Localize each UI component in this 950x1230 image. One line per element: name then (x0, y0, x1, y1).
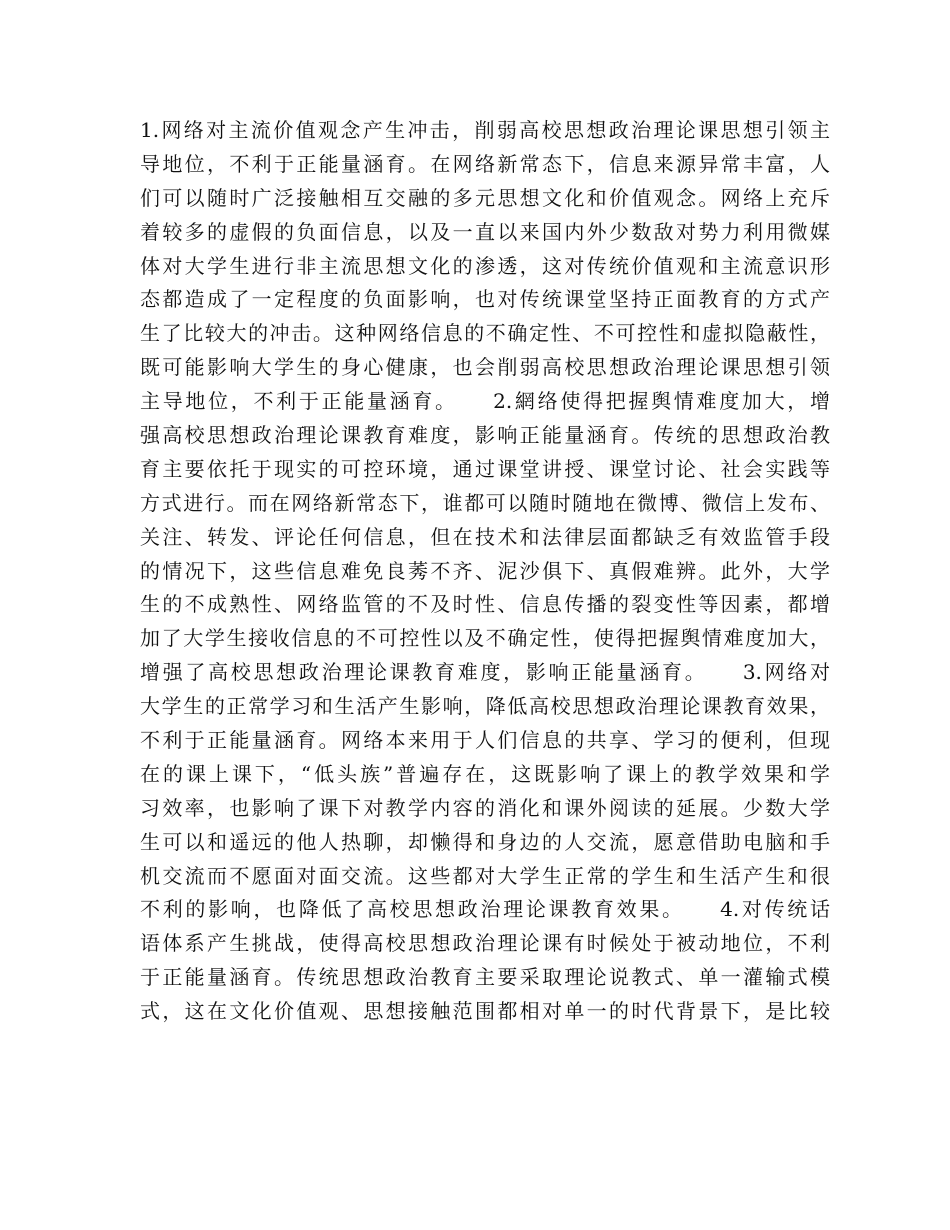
text-line-20: 在的课上课下，“低头族”普遍存在，这既影响了课上的教学效果和学 (140, 761, 830, 786)
text-line-4: 着较多的虚假的负面信息，以及一直以来国内外少数敌对势力利用微媒 (140, 219, 830, 244)
text-line-2: 导地位，不利于正能量涵育。在网络新常态下，信息来源异常丰富，人 (140, 151, 830, 176)
text-line-27: 式，这在文化价值观、思想接触范围都相对单一的时代背景下，是比较 (140, 999, 830, 1024)
text-line-10: 强高校思想政治理论课教育难度，影响正能量涵育。传统的思想政治教 (140, 423, 830, 448)
text-line-13: 关注、转发、评论任何信息，但在技术和法律层面都缺乏有效监管手段 (140, 524, 830, 549)
text-line-19: 不利于正能量涵育。网络本来用于人们信息的共享、学习的便利，但现 (140, 728, 830, 753)
text-line-25: 语体系产生挑战，使得高校思想政治理论课有时候处于被动地位，不利 (140, 931, 830, 956)
text-line-22: 生可以和遥远的他人热聊，却懒得和身边的人交流，愿意借助电脑和手 (140, 829, 830, 854)
text-line-8: 既可能影响大学生的身心健康，也会削弱高校思想政治理论课思想引领 (140, 355, 830, 380)
text-line-11: 育主要依托于现实的可控环境，通过课堂讲授、课堂讨论、社会实践等 (140, 456, 830, 481)
text-line-7: 生了比较大的冲击。这种网络信息的不确定性、不可控性和虚拟隐蔽性， (140, 321, 830, 346)
text-line-6: 态都造成了一定程度的负面影响，也对传统课堂坚持正面教育的方式产 (140, 287, 830, 312)
text-line-12: 方式进行。而在网络新常态下，谁都可以随时随地在微博、微信上发布、 (140, 490, 830, 515)
text-line-21: 习效率，也影响了课下对教学内容的消化和课外阅读的延展。少数大学 (140, 795, 830, 820)
text-line-16: 加了大学生接收信息的不可控性以及不确定性，使得把握舆情难度加大， (140, 626, 830, 651)
text-line-24: 不利的影响，也降低了高校思想政治理论课教育效果。 4.对传统话 (140, 897, 830, 922)
text-line-26: 于正能量涵育。传统思想政治教育主要采取理论说教式、单一灌输式模 (140, 965, 830, 990)
text-line-14: 的情况下，这些信息难免良莠不齐、泥沙俱下、真假难辨。此外，大学 (140, 558, 830, 583)
text-line-17: 增强了高校思想政治理论课教育难度，影响正能量涵育。 3.网络对 (140, 660, 830, 685)
text-line-3: 们可以随时广泛接触相互交融的多元思想文化和价值观念。网络上充斥 (140, 185, 830, 210)
body-text (140, 114, 830, 1029)
text-line-5: 体对大学生进行非主流思想文化的渗透，这对传统价值观和主流意识形 (140, 253, 830, 278)
text-line-9: 主导地位，不利于正能量涵育。 2.網络使得把握舆情难度加大，增 (140, 389, 830, 414)
text-line-23: 机交流而不愿面对面交流。这些都对大学生正常的学生和生活产生和很 (140, 863, 830, 888)
text-line-1: 1.网络对主流价值观念产生冲击，削弱高校思想政治理论课思想引领主 (140, 118, 830, 142)
text-line-15: 生的不成熟性、网络监管的不及时性、信息传播的裂变性等因素，都增 (140, 592, 830, 617)
text-line-18: 大学生的正常学习和生活产生影响，降低高校思想政治理论课教育效果， (140, 694, 830, 719)
